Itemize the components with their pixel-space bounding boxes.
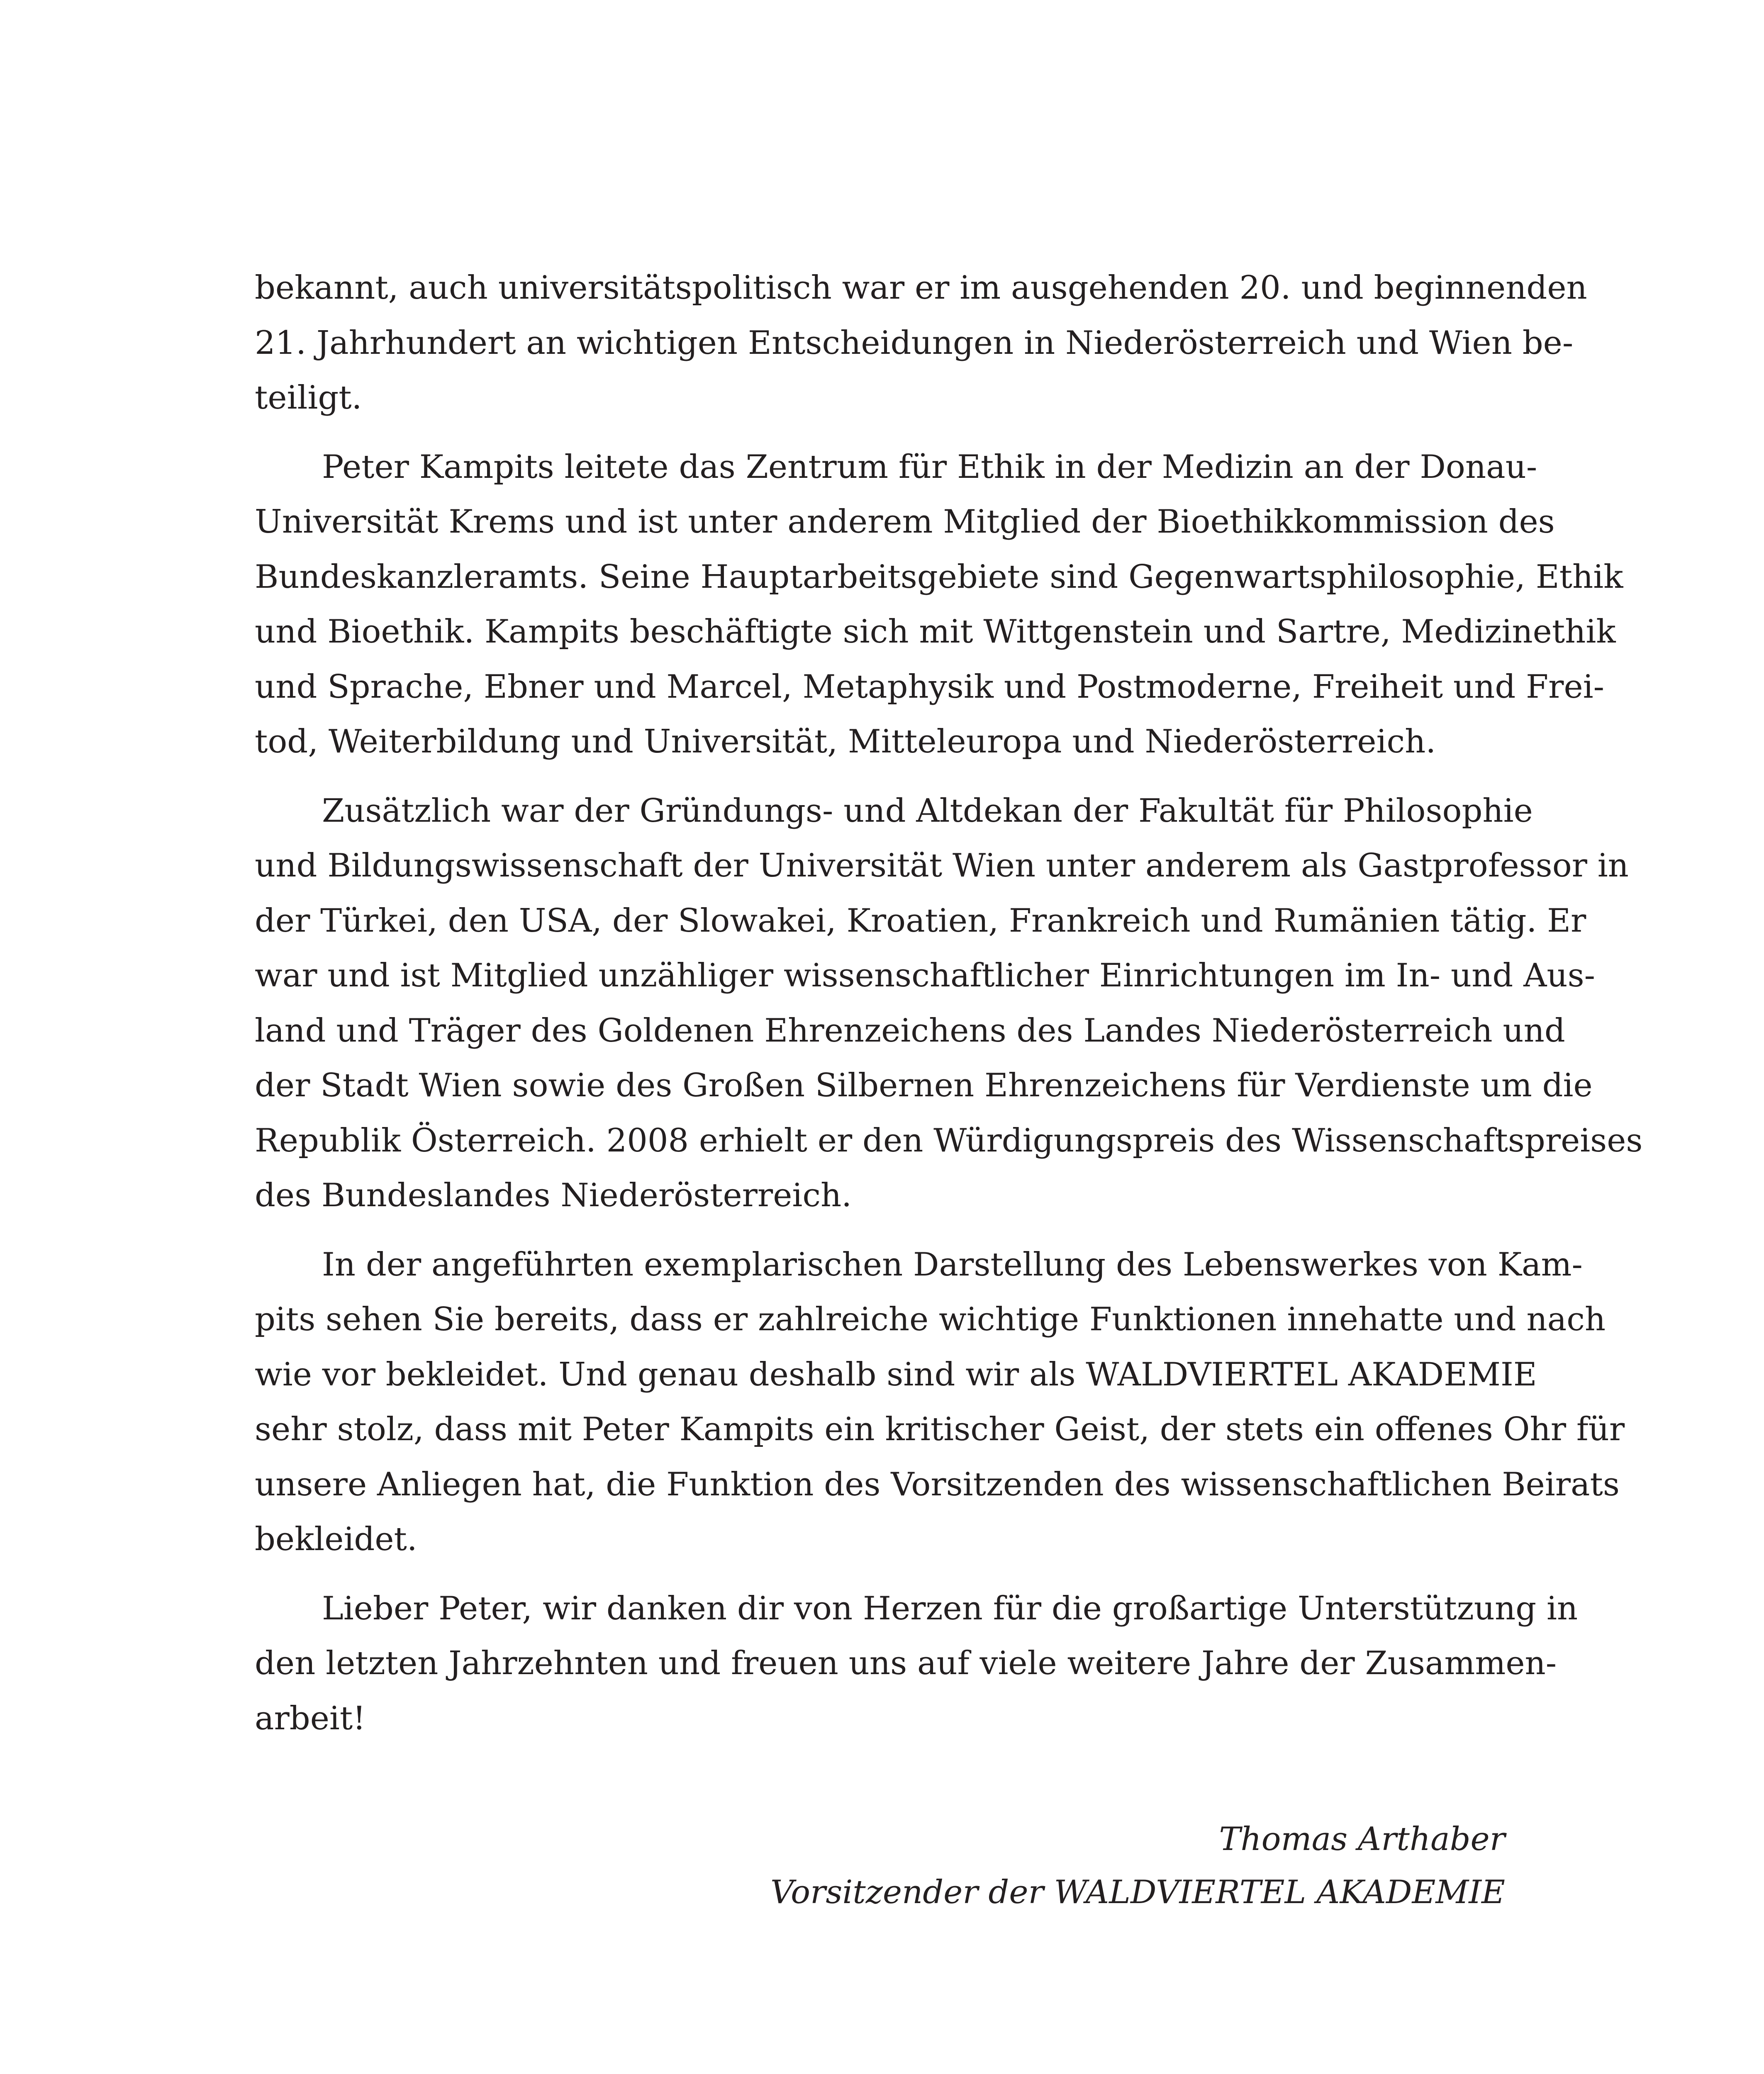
text-line: Republik Österreich. 2008 erhielt er den Würdigungspreis des Wissenschaftspreises [255, 1122, 1643, 1159]
text-line: der Stadt Wien sowie des Großen Silbernen Ehrenzeichens für Verdienste um die [255, 1067, 1593, 1104]
signature-block [509, 1813, 1505, 1919]
text-line: bekannt, auch universitätspolitisch war er im ausgehenden 20. und beginnenden [255, 269, 1587, 307]
text-line: Peter Kampits leitete das Zentrum für Ethik in der Medizin an der Donau- [322, 448, 1537, 486]
paragraph-2 [255, 440, 1623, 769]
text-line: Zusätzlich war der Gründungs- und Altdekan der Fakultät für Philosophie [322, 792, 1533, 830]
signature-role: Vorsitzender der WALDVIERTEL AKADEMIE [770, 1874, 1505, 1911]
text-line: und Bildungswissenschaft der Universität Wien unter anderem als Gastprofessor in [255, 847, 1629, 884]
signature-name: Thomas Arthaber [1219, 1821, 1505, 1858]
text-line: sehr stolz, dass mit Peter Kampits ein kritischer Geist, der stets ein offenes Ohr für [255, 1411, 1625, 1448]
text-line: pits sehen Sie bereits, dass er zahlreiche wichtige Funktionen innehatte und nach [255, 1301, 1606, 1338]
text-line: der Türkei, den USA, der Slowakei, Kroatien, Frankreich und Rumänien tätig. Er [255, 902, 1586, 940]
body-text [255, 260, 1643, 1746]
paragraph-3 [255, 784, 1643, 1223]
text-line: Bundeskanzleramts. Seine Hauptarbeitsgebiete sind Gegenwartsphilosophie, Ethik [255, 558, 1623, 596]
paragraph-4 [255, 1237, 1625, 1567]
text-line: teiligt. [255, 379, 362, 416]
text-line: arbeit! [255, 1699, 366, 1737]
text-line: Universität Krems und ist unter anderem Mitglied der Bioethikkommission des [255, 503, 1555, 540]
text-line: Lieber Peter, wir danken dir von Herzen für die großartige Unterstützung in [322, 1590, 1578, 1627]
text-line: tod, Weiterbildung und Universität, Mitteleuropa und Niederösterreich. [255, 723, 1436, 760]
text-line: 21. Jahrhundert an wichtigen Entscheidungen in Niederösterreich und Wien be- [255, 324, 1574, 362]
text-line: In der angeführten exemplarischen Darstellung des Lebenswerkes von Kam- [322, 1246, 1583, 1283]
text-line: land und Träger des Goldenen Ehrenzeichens des Landes Niederösterreich und [255, 1012, 1565, 1049]
text-line: den letzten Jahrzehnten und freuen uns auf viele weitere Jahre der Zusammen- [255, 1645, 1557, 1682]
text-line: und Sprache, Ebner und Marcel, Metaphysik und Postmoderne, Freiheit und Frei- [255, 668, 1604, 706]
text-line: bekleidet. [255, 1521, 417, 1558]
text-line: war und ist Mitglied unzähliger wissenschaftlicher Einrichtungen im In- und Aus- [255, 957, 1596, 994]
text-line: des Bundeslandes Niederösterreich. [255, 1177, 852, 1214]
paragraph-5 [255, 1581, 1578, 1746]
paragraph-1 [255, 260, 1587, 426]
text-line: wie vor bekleidet. Und genau deshalb sind wir als WALDVIERTEL AKADEMIE [255, 1356, 1537, 1393]
text-line: unsere Anliegen hat, die Funktion des Vorsitzenden des wissenschaftlichen Beirats [255, 1465, 1620, 1503]
text-line: und Bioethik. Kampits beschäftigte sich mit Wittgenstein und Sartre, Medizinethik [255, 613, 1616, 650]
